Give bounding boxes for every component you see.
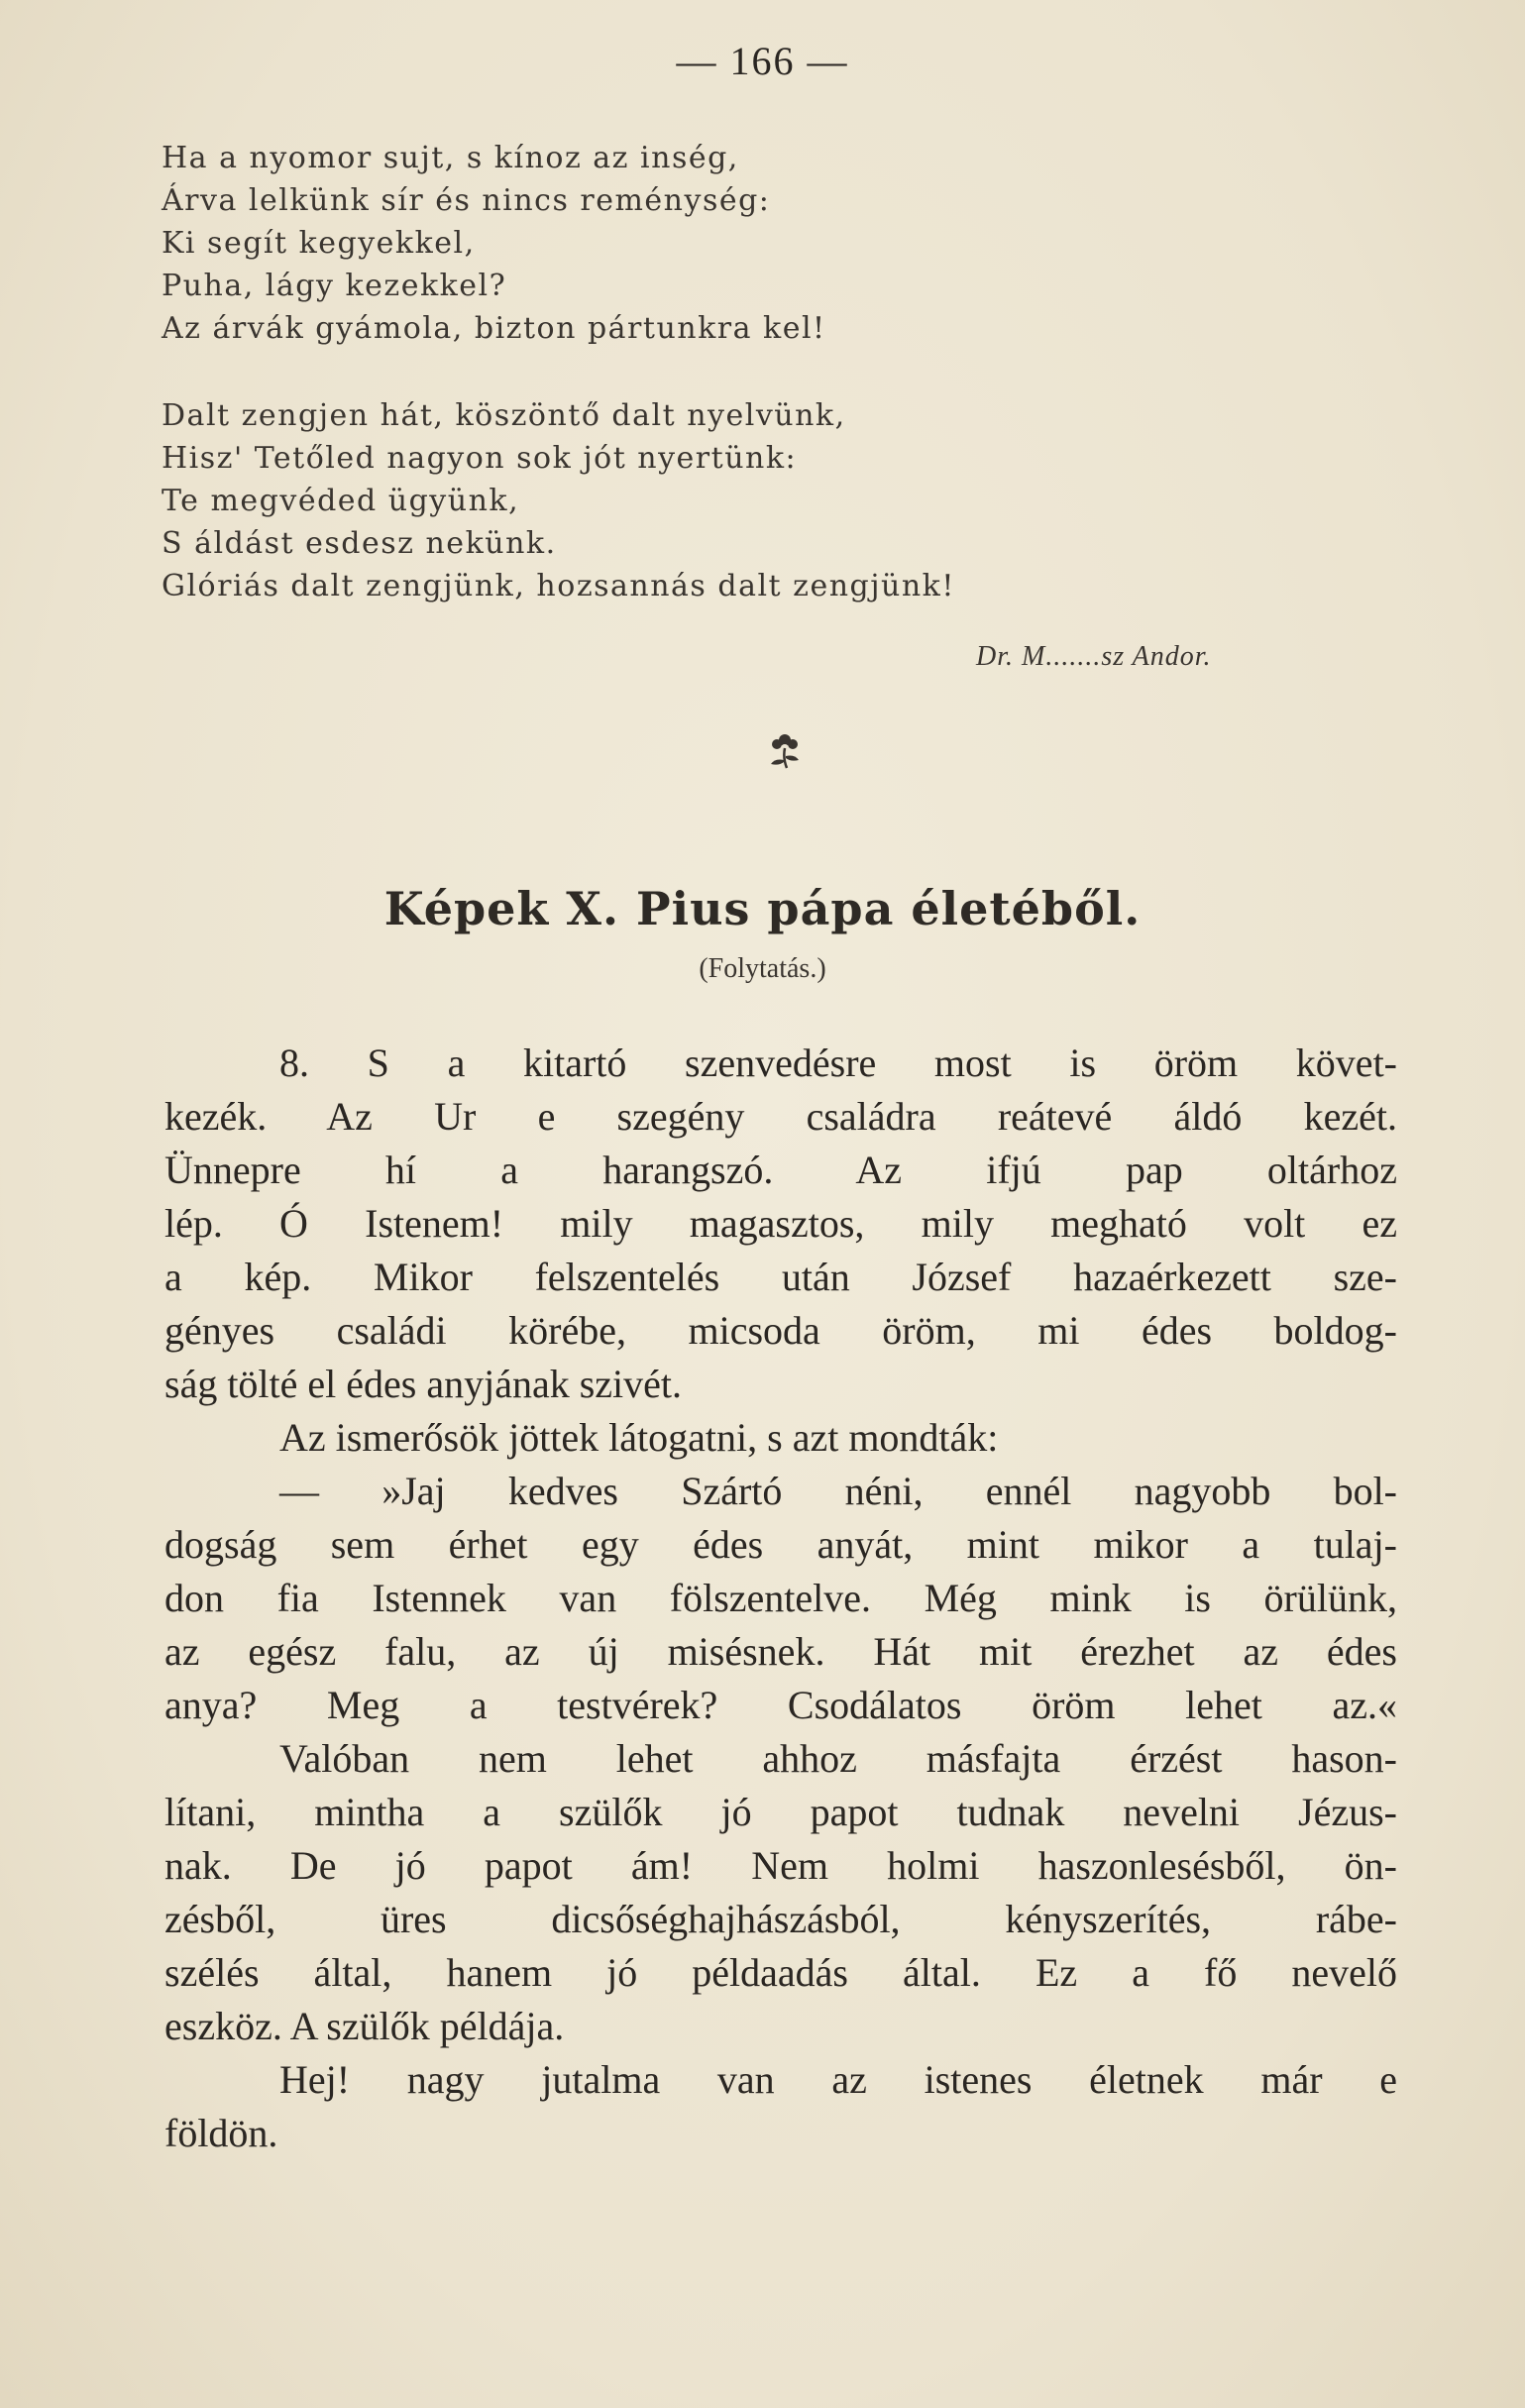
body-line: — »Jaj kedves Szártó néni, ennél nagyobb bol- [279,1469,1397,1513]
poem-line: S áldást esdesz nekünk. [162,526,557,561]
body-line: a kép. Mikor felszentelés után József hazaérkezett sze- [164,1255,1397,1299]
poem-line: Az árvák gyámola, bizton pártunkra kel! [162,311,826,346]
body-line: don fia Istennek van fölszentelve. Még mink is örülünk, [164,1576,1397,1620]
poem-line: Hisz' Tetőled nagyon sok jót nyertünk: [162,441,798,476]
poem-line: Ki segít kegyekkel, [162,226,476,261]
body-line: nak. De jó papot ám! Nem holmi haszonlesésből, ön- [164,1843,1397,1888]
poem-line: Glóriás dalt zengjünk, hozsannás dalt zengjünk! [162,569,955,603]
article-subtitle: (Folytatás.) [699,953,826,984]
body-line: zésből, üres dicsőséghajhászásból, kényszerítés, rábe- [164,1897,1397,1941]
floral-ornament-icon [765,726,805,770]
body-line: Valóban nem lehet ahhoz másfajta érzést hason- [279,1736,1397,1781]
poem-signature: Dr. M.......sz Andor. [976,641,1212,672]
body-line: lítani, mintha a szülők jó papot tudnak nevelni Jézus- [164,1790,1397,1834]
body-line: 8. S a kitartó szenvedésre most is öröm követ- [279,1040,1397,1085]
body-line: gényes családi körébe, micsoda öröm, mi édes boldog- [164,1308,1397,1353]
body-line: ság tölté el édes anyjának szivét. [164,1362,683,1406]
poem-line: Te megvéded ügyünk, [162,484,520,518]
body-line: anya? Meg a testvérek? Csodálatos öröm lehet az.« [164,1683,1397,1727]
body-line: Hej! nagy jutalma van az istenes életnek már e [279,2057,1397,2102]
poem-stanza-2 [162,394,1400,607]
body-line: Ünnepre hí a harangszó. Az ifjú pap oltárhoz [164,1148,1397,1192]
body-line: Az ismerősök jöttek látogatni, s azt mondták: [279,1415,999,1460]
body-line: az egész falu, az új misésnek. Hát mit érezhet az édes [164,1629,1397,1674]
body-line: szélés által, hanem jó példaadás által. Ez a fő nevelő [164,1950,1397,1995]
article-title: Képek X. Pius pápa életéből. [383,882,1142,935]
article-body [164,1037,1397,2160]
poem-line: Árva lelkünk sír és nincs reménység: [162,183,771,218]
body-line: eszköz. A szülők példája. [164,2004,565,2048]
body-line: kezék. Az Ur e szegény családra reátevé áldó kezét. [164,1094,1397,1139]
page-number: — 166 — [676,39,849,83]
body-line: dogság sem érhet egy édes anyát, mint mikor a tulaj- [164,1522,1397,1567]
poem-line: Puha, lágy kezekkel? [162,269,507,303]
body-line: földön. [164,2111,278,2155]
poem-stanza-1 [162,137,1400,350]
poem-line: Ha a nyomor sujt, s kínoz az inség, [162,141,739,175]
poem-line: Dalt zengjen hát, köszöntő dalt nyelvünk, [162,398,846,433]
body-line: lép. Ó Istenem! mily magasztos, mily megható volt ez [164,1201,1397,1246]
